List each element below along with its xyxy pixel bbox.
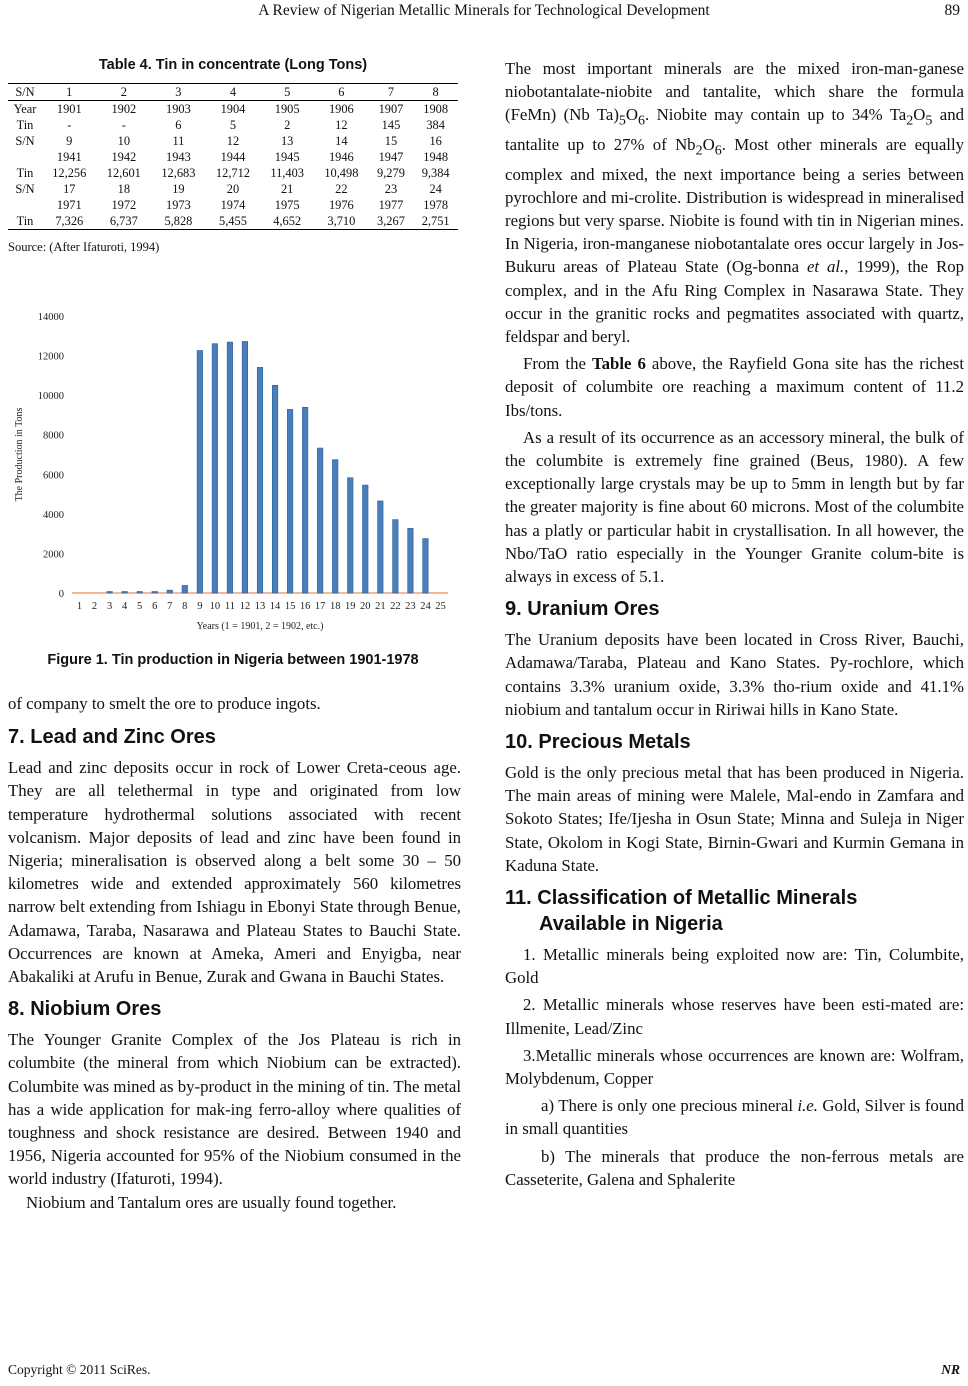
bar [302,407,308,593]
x-tick-label: 8 [182,601,188,612]
list-item-2: 2. Metallic minerals whose reserves have been esti-mated are: Illmenite, Lead/Zinc [505,995,964,1038]
table-cell: S/N [15,182,35,196]
bar [347,478,353,593]
x-tick-label: 10 [209,601,221,612]
y-tick-label: 8000 [43,430,64,442]
table-cell: 10 [117,134,131,148]
list-item-3: 3.Metallic minerals whose occurrences are known are: Wolfram, Molybdenum, Copper [505,1045,964,1089]
table-cell: 1904 [220,102,246,116]
x-tick-label: 7 [167,601,173,612]
table-cell: - [67,118,72,132]
x-tick-label: 21 [375,601,386,612]
y-tick-label: 14000 [37,312,64,323]
bar [107,592,113,594]
bar [378,501,384,593]
x-tick-label: 24 [420,601,431,612]
x-tick-label: 5 [137,601,143,612]
paragraph-lead-zinc: Lead and zinc deposits occur in rock of Lower Creta-ceous age. They are all telethermal in type and originated from low temperature hydrothermal solutions associated with recent volcanism. Major deposits of lead and zinc have been found in Nigeria; mineralisation is observed along a belt some 30 – 50 kilometres wide and extended approximately 560 kilometres narrow belt extending from Ishiagu in Ebonyi State through Benue, Adamawa, Taraba, Nasarawa and Plateau States to Bauchi State. Occurrences are known at Ameka, Ameri and Enyigba, near Abakaliki at Arufu in Benue, Zurak and Gwana in Bauchi States. [8,758,461,987]
table-row [8,84,458,101]
table-cell: 20 [226,182,240,196]
table-cell: 3 [151,84,206,101]
table-row [8,117,458,133]
table-cell: 1944 [220,150,246,164]
table-cell: 384 [426,118,445,132]
table-row [8,149,458,165]
table-cell: 1943 [166,150,191,164]
x-tick-label: 11 [224,601,235,612]
table-cell: 11,403 [270,166,304,180]
bar [408,528,414,593]
x-tick-label: 1 [76,601,83,612]
x-tick-label: 15 [284,601,296,612]
table-cell: 1976 [328,198,354,212]
table-cell: 6 [314,84,369,101]
table-cell: 4,652 [260,213,314,230]
table-cell: 145 [381,118,401,132]
paragraph-table6: From the Table 6 above, the Rayfield Gona site has the richest deposit of columbite ore reaching a maximum content of 11.2 Ibs/tons. [505,354,964,420]
x-tick-label: 12 [239,601,251,612]
table-cell: S/N [15,134,35,148]
y-tick-label: 12000 [37,351,64,363]
bar [182,585,188,593]
y-tick-label: 6000 [43,470,64,482]
table-cell: 2,751 [413,213,458,230]
x-tick-label: 4 [122,601,128,612]
bar [227,342,233,593]
table-cell: 5,455 [206,213,261,230]
footer-copyright: Copyright © 2011 SciRes. [8,1362,151,1377]
bar [363,485,369,593]
table4-block [8,57,458,255]
table-cell: 9 [66,134,73,148]
table-row [8,213,458,230]
y-tick-label: 2000 [43,549,64,561]
y-tick-label: 4000 [43,509,64,521]
table-cell: Tin [8,213,42,230]
table-cell: 9,279 [377,166,405,180]
bar [287,409,293,593]
bar [122,592,128,594]
table-cell: 12,683 [161,166,196,180]
bar [393,520,399,593]
section9-heading: 9. Uranium Ores [505,598,660,621]
table-row [8,181,458,197]
table-cell: 8 [413,84,458,101]
paragraph-intro: of company to smelt the ore to produce ingots. [8,694,321,713]
tin-table [8,83,458,230]
section11-heading-cont: Available in Nigeria [539,913,723,936]
table-row [8,101,458,118]
bar [423,539,429,593]
table4-caption: Table 4. Tin in concentrate (Long Tons) [98,57,368,73]
table-cell: 1942 [111,150,137,164]
table-cell: 1971 [56,198,82,212]
bar [242,341,248,593]
table-cell: 19 [172,182,185,196]
paragraph-columbite: As a result of its occurrence as an accessory mineral, the bulk of the columbite is extremely fine grained (Beus, 1980). A few exceptionally large crystals may be up to 5mm in length but by far the greater majority is fine about 60 microns. Most of the columbite has a platly or particular habit in crystallisation. In all however, the Nbo/TaO ratio especially in the Younger Granite colum-bite is always in excess of 5.1. [505,427,964,586]
table-cell: 1973 [166,198,191,212]
table-cell: 3,267 [369,213,414,230]
table-cell: Tin [16,166,34,180]
table-cell: 7 [369,84,414,101]
section7-heading: 7. Lead and Zinc Ores [8,726,216,749]
table-cell: 6,737 [97,213,152,230]
table-cell: 1901 [56,102,82,116]
bar [317,448,323,593]
table-cell: 14 [335,134,348,148]
table-cell: 2 [284,118,291,132]
table-cell: 1906 [328,102,354,116]
bar [152,592,158,594]
table-cell: Tin [16,118,34,132]
paragraph-niobium-tantalum: Niobium and Tantalum ores are usually found together. [26,1192,397,1212]
paragraph-minerals: The most important minerals are the mixed iron-man-ganese niobotantalate-niobite and tantalite, which share the formula (FeMn) (Nb $Ta)_5O_6$. Niobite may contain up to 34% $Ta_2O_5$ and tantalite up to 27% of $Nb_2O_6$. Most other minerals are equally complex and mixed, the next importance being a series between pyrochlore and mi-crolite. Distribution is widespread in mineralised regions but very sparse. Niobite is found with tin in Nigerian mines. In Nigeria, iron-manganese niobotantalate ores occur largely in Jos-Bukuru areas of Plateau State (Og-bonna et al., 1999), the Rop complex, and in the Afu Ring Complex in Nasarawa State. They occur in the granitic rocks and pegmatites associated with quartz, feldspar and beryl. [505,59,964,346]
table-cell: 5 [229,118,237,132]
table-cell: 13 [280,134,294,148]
bar [332,460,338,593]
table-cell: 23 [384,182,398,196]
x-tick-label: 23 [405,601,416,612]
x-axis-label: Years (1 = 1901, 2 = 1902, etc.) [196,621,324,632]
table-cell: 1 [42,84,97,101]
table-cell: 1947 [378,150,404,164]
table-cell: 16 [429,134,442,148]
table-cell: 12,601 [106,166,141,180]
table-cell: 3,710 [314,213,369,230]
table-row [8,165,458,181]
bar [257,367,263,593]
table-cell: 6 [175,118,182,132]
section8-heading: 8. Niobium Ores [8,998,162,1021]
table-cell: 1977 [378,198,404,212]
x-tick-label: 19 [344,601,356,612]
table-cell: 9,384 [421,166,450,180]
page-number: 89 [944,2,960,19]
table-cell: 5 [260,84,314,101]
table-cell: 1946 [328,150,354,164]
x-tick-label: 6 [152,601,158,612]
x-tick-label: 9 [197,601,203,612]
table-cell: 1907 [378,102,404,116]
table-cell: 4 [206,84,261,101]
table4-source: Source: (After Ifaturoti, 1994) [8,240,160,254]
table-cell: 1972 [111,198,137,212]
table-cell: 1905 [274,102,300,116]
table-cell: 1903 [166,102,191,116]
table-cell: 1975 [274,198,300,212]
bar [197,351,203,593]
tin-production-chart [8,306,458,636]
table-cell: 1902 [111,102,137,116]
bar [137,592,143,594]
x-tick-label: 14 [269,601,281,612]
table-cell: 5,828 [151,213,206,230]
x-tick-label: 16 [299,601,311,612]
section11-heading: 11. Classification of Metallic Minerals [505,887,858,910]
table-row [8,133,458,149]
y-tick-label: 0 [58,589,64,600]
x-tick-label: 20 [360,601,371,612]
table-cell: 2 [97,84,152,101]
table-cell: 12 [226,134,240,148]
table-cell: 15 [384,134,398,148]
table-row [8,197,458,213]
left-column [8,692,461,1214]
table-cell: 21 [280,182,294,196]
table-cell [8,197,42,213]
section10-heading: 10. Precious Metals [505,731,691,753]
table-cell: 22 [335,182,348,196]
table-cell: 1948 [423,150,449,164]
y-axis-label: The Production in Tons [14,407,25,502]
list-item-a: a) There is only one precious mineral i.e. Gold, Silver is found in small quantities [505,1096,964,1139]
table-cell: 1945 [274,150,300,164]
table-cell: 1941 [56,150,82,164]
x-tick-label: 18 [329,601,341,612]
table-cell: 7,326 [42,213,97,230]
table-cell: 1974 [220,198,246,212]
bar [167,590,173,593]
bar [212,344,218,593]
x-tick-label: 3 [106,601,113,612]
x-tick-label: 25 [435,601,446,612]
right-column [505,57,964,1191]
table-cell: 17 [63,182,76,196]
table-cell: - [121,118,126,132]
table-cell: 1978 [423,198,449,212]
y-tick-label: 10000 [37,391,64,403]
table-cell: 1908 [423,102,449,116]
x-tick-label: 17 [314,601,326,612]
table-cell: 10,498 [324,166,359,180]
figure1-caption: Figure 1. Tin production in Nigeria between 1901-1978 [47,652,419,668]
bar [272,385,278,593]
paragraph-precious: Gold is the only precious metal that has been produced in Nigeria. The main areas of mining were Malele, Mal-endo in Zamfara and Sokoto States; Ife/Ijesha in Osun State; Minna and Suleja in Niger State, Okolom in Kogi State, Birnin-Gwari and Kurmin Gemana in Kaduna State. [505,763,964,875]
running-header [0,2,968,24]
table-cell: 24 [429,182,442,196]
list-item-1: 1. Metallic minerals being exploited now are: Tin, Columbite, Gold [505,945,964,988]
running-title: A Review of Nigerian Metallic Minerals for Technological Development [258,2,710,19]
paragraph-niobium: The Younger Granite Complex of the Jos Plateau is rich in columbite (the mineral from which Niobium can be extracted). Columbite was mined as by-product in the mining of tin. The metal has a wide application for mak-ing ferro-alloy where qualities of toughness and shock resistance are desired. Between 1940 and 1956, Nigeria accounted for 95% of the Niobium consumed in the world industry (Ifaturoti, 1994). [8,1030,461,1189]
list-item-b: b) The minerals that produce the non-ferrous metals are Casseterite, Galena and Sphalerite [505,1146,964,1189]
table-cell: 12,712 [215,166,250,180]
table-cell: 18 [117,182,131,196]
table-cell: S/N [8,84,42,101]
table-cell: 12 [335,118,348,132]
x-tick-label: 22 [390,601,401,612]
table-cell: 11 [172,134,185,148]
table-cell: Year [13,102,37,116]
table-cell [8,149,42,165]
x-tick-label: 2 [91,601,98,612]
footer-journal: NR [941,1362,960,1377]
table-cell: 12,256 [52,166,87,180]
paragraph-uranium: The Uranium deposits have been located in Cross River, Bauchi, Adamawa/Taraba, Plateau and Kano States. Py-rochlore, which contains 3.3% uranium oxide, 3.3% tho-rium oxide and 41.1% niobium and tantalum occur in Ririwai hills in Kano State. [505,630,964,719]
x-tick-label: 13 [254,601,266,612]
